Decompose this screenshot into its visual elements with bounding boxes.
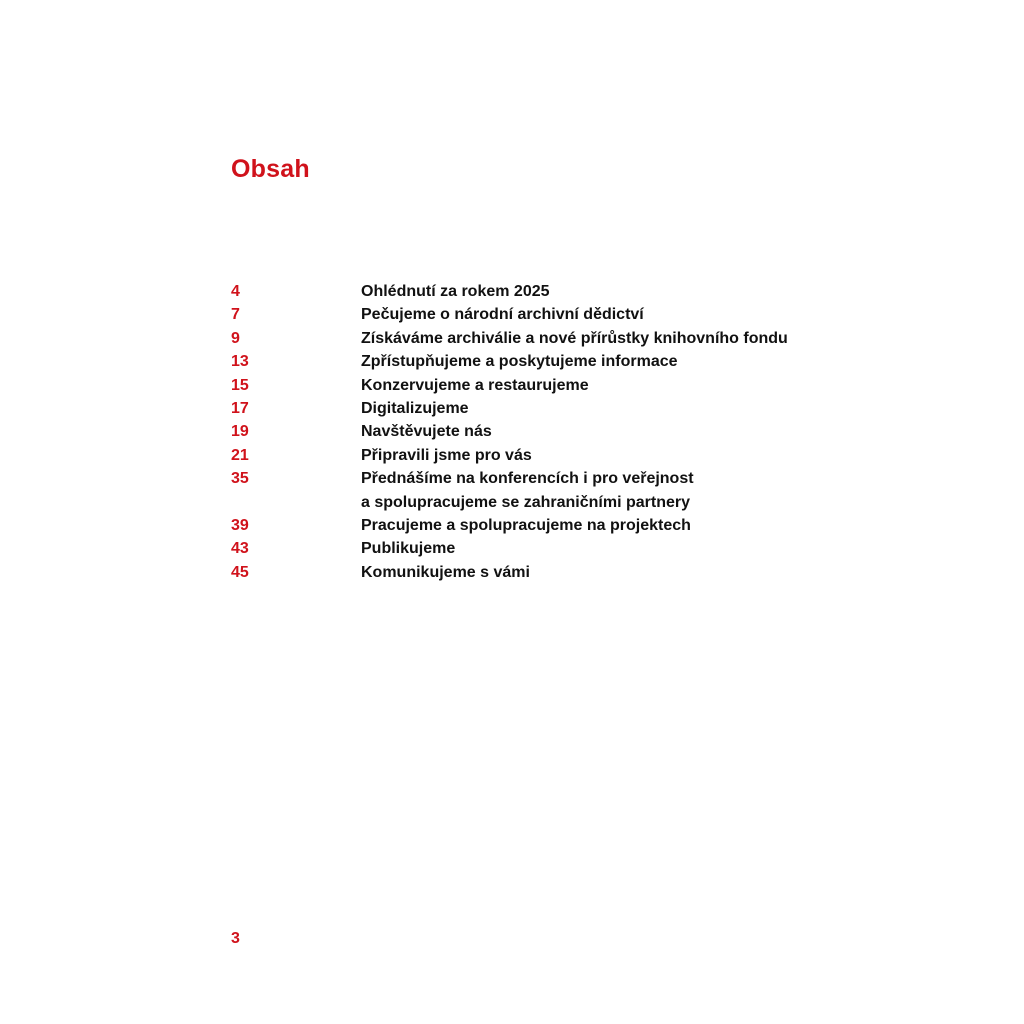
toc-page-number: 19 — [231, 423, 249, 441]
toc-page-number: 21 — [231, 446, 249, 464]
toc-title-line: Získáváme archiválie a nové přírůstky knihovního fondu — [361, 329, 788, 347]
toc-entry — [231, 280, 931, 303]
toc-chapter-title — [361, 280, 931, 303]
toc-entry — [231, 303, 931, 326]
toc-page-number: 39 — [231, 517, 249, 535]
toc-title-line: Digitalizujeme — [361, 400, 469, 418]
toc-entry — [231, 374, 931, 397]
toc-entry — [231, 327, 931, 350]
toc-title-line: Konzervujeme a restaurujeme — [361, 376, 589, 394]
toc-chapter-title — [361, 327, 931, 350]
page-number: 3 — [231, 930, 240, 947]
toc-entry — [231, 514, 931, 537]
toc-chapter-title — [361, 420, 931, 443]
toc-chapter-title — [361, 374, 931, 397]
toc-page-number: 45 — [231, 563, 249, 581]
toc-page-number: 7 — [231, 306, 240, 324]
toc-entry — [231, 561, 931, 584]
toc-page-number: 13 — [231, 353, 249, 371]
toc-entry — [231, 397, 931, 420]
toc-title-line: Pečujeme o národní archivní dědictví — [361, 306, 644, 324]
toc-chapter-title — [361, 350, 931, 373]
toc-entry — [231, 444, 931, 467]
toc-title-line: Komunikujeme s vámi — [361, 563, 530, 581]
toc-title-line: Přednášíme na konferencích i pro veřejnost — [361, 470, 694, 488]
toc-title-line: Zpřístupňujeme a poskytujeme informace — [361, 353, 678, 371]
toc-entry — [231, 467, 931, 514]
toc-title-line: Připravili jsme pro vás — [361, 446, 532, 464]
page-title: Obsah — [231, 155, 310, 183]
toc-entry — [231, 350, 931, 373]
toc-page-number: 35 — [231, 470, 249, 488]
toc-page-number: 15 — [231, 376, 249, 394]
toc-title-line: Navštěvujete nás — [361, 423, 492, 441]
toc-page-number: 4 — [231, 283, 240, 300]
toc-page-number: 9 — [231, 329, 240, 347]
toc-title-line: Pracujeme a spolupracujeme na projektech — [361, 517, 691, 535]
toc-title-line: Publikujeme — [361, 540, 456, 558]
toc-chapter-title — [361, 561, 931, 584]
toc-chapter-title — [361, 537, 931, 560]
toc-chapter-title — [361, 397, 931, 420]
toc-chapter-title — [361, 444, 931, 467]
toc-chapter-title — [361, 303, 931, 326]
toc-title-line: Ohlédnutí za rokem 2025 — [361, 283, 550, 300]
toc-entry — [231, 537, 931, 560]
toc-page-number: 17 — [231, 400, 249, 418]
toc-page-number: 43 — [231, 540, 249, 558]
toc-entry — [231, 420, 931, 443]
table-of-contents — [231, 280, 931, 584]
toc-chapter-title — [361, 514, 931, 537]
toc-title-line: a spolupracujeme se zahraničními partnery — [361, 493, 691, 511]
toc-chapter-title — [361, 467, 931, 514]
